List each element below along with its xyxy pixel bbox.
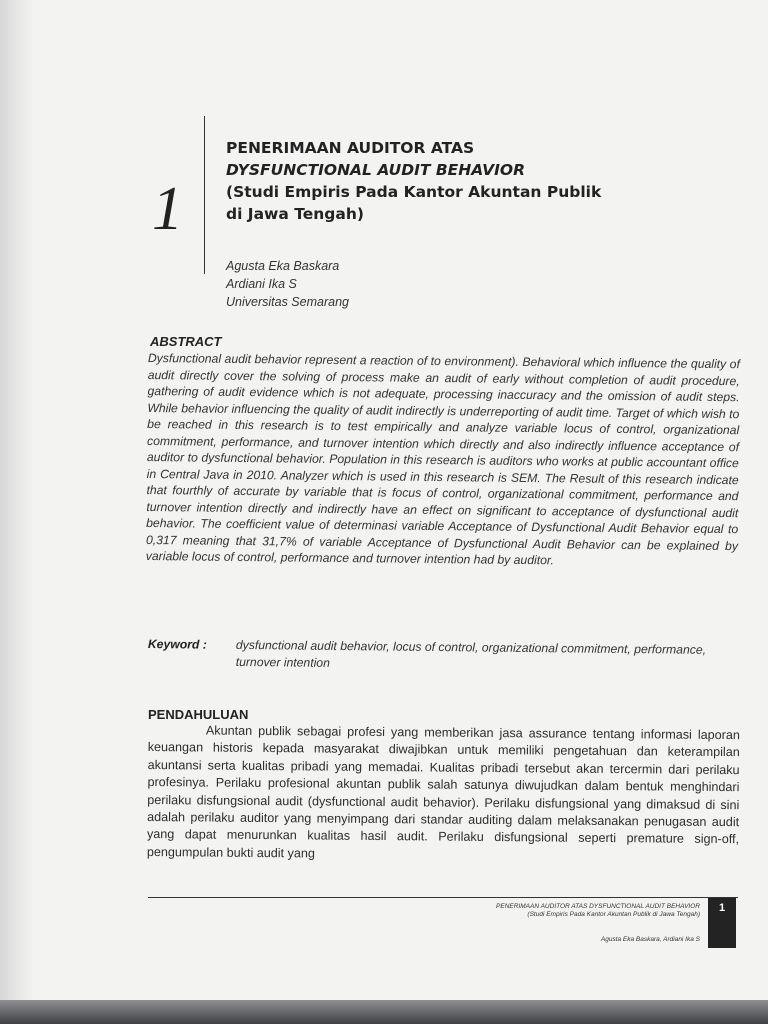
keyword-value: dysfunctional audit behavior, locus of control, organizational commitment, performance, turnover intention: [235, 637, 707, 670]
title-line-1: PENERIMAAN AUDITOR ATAS: [226, 139, 475, 157]
page-number: 1: [718, 902, 726, 914]
title-line-3: (Studi Empiris Pada Kantor Akuntan Publik: [226, 183, 602, 201]
section-heading-introduction: PENDAHULUAN: [148, 707, 249, 722]
scan-bottom-edge: [0, 1000, 768, 1024]
keyword-label: Keyword :: [147, 636, 207, 652]
footer-title-line-2: (Studi Empiris Pada Kantor Akuntan Publik di Jawa Tengah): [527, 911, 700, 918]
running-footer-title: [400, 903, 700, 919]
abstract-body: Dysfunctional audit behavior represent a reaction of to environment). Behavioral which influence the quality of audit directly cover the solving of process make an audit of early without completion of audit procedure, gathering of audit evidence which is not adequate, processing inaccuracy and the omission of audit steps. While behavior influencing the quality of audit indirectly is underreporting of audit time. Target of which wish to be reached in this research is to test empirically and analyze variable locus of control, organizational commitment, performance, and turnover intention which directly and also indirectly influence acceptance of auditor to dysfunctional behavior. Population in this research is auditors who works at public accountant office in Central Java in 2010. Analyzer which is used in this research is SEM. The Result of this research indicate that fourthly of accurate by variable that is focus of control, organizational commitment, performance and turnover intention directly and indirectly have an effect on significant to acceptance of dysfunctional audit behavior. The coefficient value of determinasi variable Acceptance of Dysfunctional Audit Behavior equal to 0,317 meaning that 31,7% of variable Acceptance of Dysfunctional Audit Behavior can be explained by variable locus of control, performance and turnover intention had by auditor.: [145, 350, 740, 568]
footer-title-line-1: PENERIMAAN AUDITOR ATAS DYSFUNCTIONAL AUDIT BEHAVIOR: [496, 903, 700, 910]
title-line-2: DYSFUNCTIONAL AUDIT BEHAVIOR: [226, 161, 526, 179]
footer-rule: [148, 897, 738, 898]
page-binding-shadow: [0, 0, 34, 1024]
keyword-row: [148, 636, 740, 676]
author-affiliation: Universitas Semarang: [226, 295, 349, 309]
chapter-number: 1: [152, 175, 183, 243]
author-name: Agusta Eka Baskara: [226, 259, 340, 273]
introduction-body: Akuntan publik sebagai profesi yang memberikan jasa assurance tentang informasi laporan keuangan historis kepada masyarakat diwajibkan untuk memiliki pengetahuan dan keterampilan akuntansi serta kualitas pribadi yang memadai. Kualitas pribadi tersebut akan tercermin dari perilaku profesinya. Perilaku profesional akuntan publik salah satunya diwujudkan dalam bentuk menghindari perilaku disfungsional audit (dysfunctional audit behavior). Perilaku disfungsional yang dimaksud di sini adalah perilaku auditor yang menyimpang dari standar auditing dalam melaksanakan penugasan audit yang dapat menurunkan kualitas hasil audit. Perilaku disfungsional seperti premature sign-off, pengumpulan bukti audit yang: [146, 723, 740, 861]
footer-authors: Agusta Eka Baskara, Ardiani Ika S: [600, 936, 700, 943]
chapter-divider: [204, 116, 205, 274]
chapter-title: [226, 137, 686, 225]
author-block: [226, 257, 349, 311]
abstract-heading: ABSTRACT: [150, 334, 222, 349]
author-name: Ardiani Ika S: [226, 277, 297, 291]
title-line-4: di Jawa Tengah): [226, 205, 364, 223]
